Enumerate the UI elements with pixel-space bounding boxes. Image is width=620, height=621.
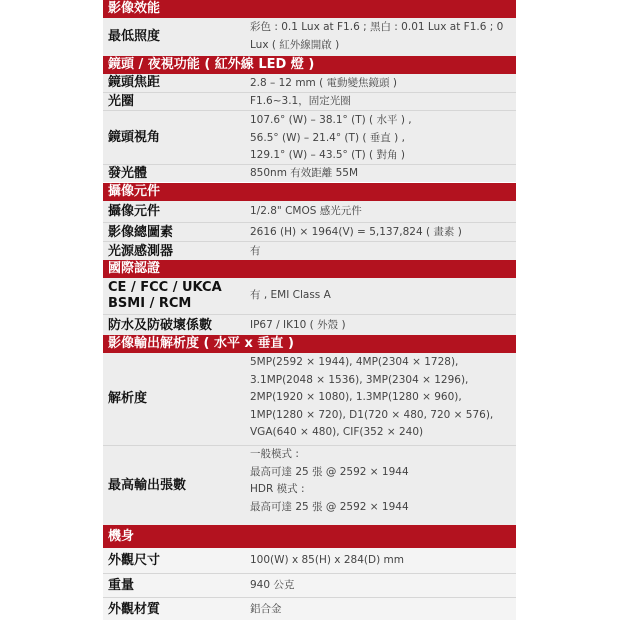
spec-value: 有: [250, 245, 261, 257]
spec-row-sensor-element: [103, 201, 516, 222]
section-header-sensor: 攝像元件: [103, 183, 516, 201]
spec-row-emitter: [103, 164, 516, 182]
spec-value: IP67 / IK10 ( 外殼 ): [250, 319, 346, 331]
spec-label: 光圈: [108, 94, 135, 109]
spec-row-material: [103, 597, 516, 620]
spec-label: 影像總圖素: [108, 224, 174, 240]
spec-label: 重量: [108, 578, 135, 593]
spec-label: CE / FCC / UKCA BSMI / RCM: [108, 280, 222, 311]
section-header-certification: 國際認證: [103, 260, 516, 278]
spec-row-weight: [103, 573, 516, 597]
section-header-resolution: 影像輸出解析度 ( 水平 x 垂直 ): [103, 335, 516, 353]
spec-value: 107.6° (W) – 38.1° (T) ( 水平 ) , 56.5° (W) – 21.4° (T) ( 垂直 ) , 129.1° (W) – 43.5° (T) ( 對角 ): [250, 114, 412, 162]
section-header-lens-night: 鏡頭 / 夜視功能 ( 紅外線 LED 燈 ): [103, 56, 516, 74]
spec-value: 940 公克: [250, 579, 295, 591]
spec-label: 防水及防破壞係數: [108, 317, 213, 333]
spec-value: F1.6~3.1，固定光圈: [250, 95, 351, 107]
section-header-body: 機身: [103, 525, 516, 548]
spec-value: 850nm 有效距離 55M: [250, 167, 359, 179]
spec-label: 發光體: [108, 166, 148, 181]
spec-row-aperture: [103, 92, 516, 110]
spec-row-ce-fcc: [103, 278, 516, 314]
spec-value: 彩色 : 0.1 Lux at F1.6 ; 黑白 : 0.01 Lux at F1.6 ; 0 Lux ( 紅外線開啟 ): [250, 21, 504, 51]
spec-value: 2.8 – 12 mm ( 電動變焦鏡頭 ): [250, 77, 397, 89]
spec-row-max-output: [103, 445, 516, 525]
spec-label: 鏡頭視角: [108, 130, 161, 145]
spec-value: 一般模式 : 最高可達 25 張 @ 2592 × 1944 HDR 模式 : 最高可達 25 張 @ 2592 × 1944: [250, 448, 409, 513]
spec-value: 100(W) x 85(H) x 284(D) mm: [250, 554, 404, 566]
spec-row-total-pixels: [103, 222, 516, 241]
spec-sheet: [103, 0, 516, 620]
spec-row-waterproof: [103, 314, 516, 335]
spec-value: 2616 (H) × 1964(V) = 5,137,824 ( 畫素 ): [250, 226, 462, 238]
spec-row-focal-length: [103, 74, 516, 92]
spec-row-min-illumination: [103, 18, 516, 56]
spec-row-dimensions: [103, 548, 516, 573]
spec-row-light-sensor: [103, 241, 516, 260]
spec-row-resolution: [103, 353, 516, 445]
spec-label: 攝像元件: [108, 203, 161, 219]
spec-label: 解析度: [108, 391, 148, 406]
spec-value: 鋁合金: [250, 603, 282, 615]
spec-label: 外觀材質: [108, 601, 161, 617]
spec-value: 1/2.8" CMOS 感光元件: [250, 205, 362, 217]
spec-value: 有 , EMI Class A: [250, 289, 331, 301]
spec-label: 鏡頭焦距: [108, 75, 161, 90]
section-header-image-performance: 影像效能: [103, 0, 516, 18]
spec-label: 最高輸出張數: [108, 478, 187, 493]
spec-label: 外觀尺寸: [108, 552, 161, 568]
spec-label: 最低照度: [108, 29, 161, 44]
spec-label: 光源感測器: [108, 243, 174, 259]
spec-value: 5MP(2592 × 1944), 4MP(2304 × 1728), 3.1MP(2048 × 1536), 3MP(2304 × 1296), 2MP(1920 × 1080), 1.3MP(1280 × 960), 1MP(1280 × 720), D1(720 × 480, 720 × 576), VGA(640 × 480), CIF(352 × 240): [250, 356, 494, 439]
spec-row-view-angle: [103, 110, 516, 164]
